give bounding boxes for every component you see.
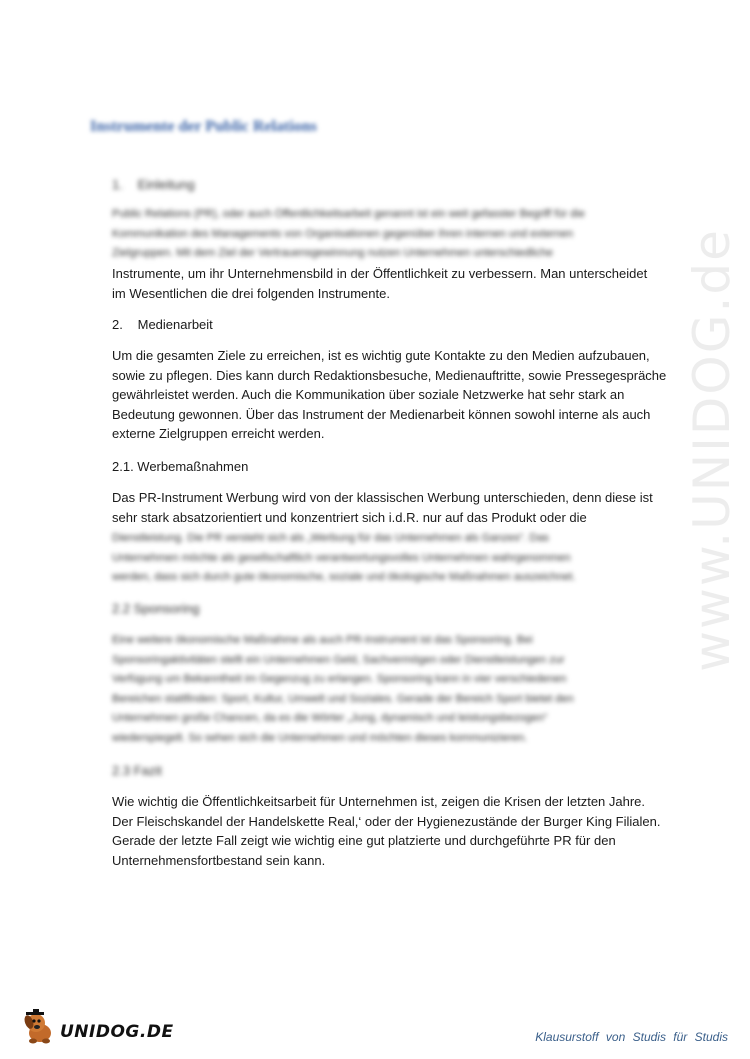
text-line: Wie wichtig die Öffentlichkeitsarbeit für Unternehmen ist, zeigen die Krisen der letzten Jahre.	[112, 794, 646, 809]
text-line: Das PR-Instrument Werbung wird von der klassischen Werbung unterschieden, denn diese ist	[112, 490, 653, 505]
dog-mascot-icon	[20, 1008, 60, 1048]
einleitung-blurred-paragraph	[112, 205, 652, 264]
text-line: Kommunikation des Managements von Organisationen gegenüber ihren internen und externen	[112, 227, 574, 240]
sponsoring-blurred-paragraph	[112, 631, 652, 748]
watermark: www.UNIDOG.de	[683, 228, 741, 672]
text-line: Unternehmensfortbestand sein kann.	[112, 852, 326, 868]
text-line: Unternehmen möchte als gesellschaftlich verantwortungsvolles Unternehmen wahrgenommen	[112, 551, 571, 564]
text-line: wiederspiegelt. So sehen sich die Unternehmen und möchten dieses kommunizieren.	[112, 731, 528, 744]
einleitung-paragraph	[112, 264, 652, 303]
section-heading-sponsoring: 2.2 Sponsoring	[112, 601, 200, 616]
section-heading-medienarbeit	[112, 316, 213, 334]
logo-text: UNIDOG.DE	[60, 1022, 174, 1042]
document-title: Instrumente der Public Relations	[90, 118, 317, 135]
section-heading-einleitung	[112, 176, 195, 194]
text-line: sehr stark absatzorientiert und konzentriert sich i.d.R. nur auf das Produkt oder die	[112, 509, 587, 525]
text-line: Der Fleischskandel der Handelskette Real,‘ oder der Hygienezustände der Burger King Filialen.	[112, 813, 661, 829]
text-line: gewährleistet werden. Auch die Kommunikation über soziale Netzwerke hat sehr stark an	[112, 387, 625, 402]
text-line: Bedeutung gewonnen. Über das Instrument der Medienarbeit können sowohl interne als auch	[112, 406, 651, 422]
footer-logo[interactable]	[20, 1008, 210, 1048]
werbemassnahmen-paragraph	[112, 488, 652, 527]
section-number: 2.	[112, 317, 123, 332]
text-line: Eine weitere ökonomische Maßnahme als auch PR-Instrument ist das Sponsoring. Bei	[112, 634, 533, 646]
section-title: Einleitung	[137, 177, 195, 192]
medienarbeit-paragraph	[112, 346, 667, 444]
text-line: Unternehmen große Chancen, da es die Wörter „Jung, dynamisch und leistungsbezogen“	[112, 712, 548, 724]
fazit-paragraph	[112, 792, 661, 870]
text-line: werden, dass sich durch gute ökonomische, soziale und ökologische Maßnahmen auszeichnet.	[112, 571, 576, 583]
text-line: Bereichen stattfinden: Sport, Kultur, Umwelt und Soziales. Gerade der Bereich Sport bietet den	[112, 692, 574, 705]
text-line: Um die gesamten Ziele zu erreichen, ist es wichtig gute Kontakte zu den Medien aufzubauen,	[112, 348, 650, 363]
text-line: im Wesentlichen die drei folgenden Instrumente.	[112, 285, 390, 301]
section-number: 1.	[112, 177, 123, 192]
text-line: externe Zielgruppen erreicht werden.	[112, 426, 325, 441]
text-line: Verfügung um Bekanntheit im Gegenzug zu erlangen. Sponsoring kann in vier verschiedenen	[112, 673, 567, 685]
werbemassnahmen-blurred-paragraph	[112, 529, 652, 588]
text-line: Zielgruppen. Mit dem Ziel der Vertrauensgewinnung nutzen Unternehmen unterschiedliche	[112, 247, 553, 259]
text-line: Gerade der letzte Fall zeigt wie wichtig eine gut platzierte und durchgeführte PR für den	[112, 833, 616, 848]
text-line: Instrumente, um ihr Unternehmensbild in der Öffentlichkeit zu verbessern. Man unterscheidet	[112, 266, 648, 281]
text-line: Public Relations (PR), oder auch Öffentlichkeitsarbeit genannt ist ein weit gefasster Begriff für die	[112, 208, 585, 220]
text-line: Sponsoringaktivitäten stellt ein Unternehmen Geld, Sachvermögen oder Dienstleistungen zur	[112, 653, 565, 666]
section-title: Medienarbeit	[137, 317, 213, 332]
section-heading-werbemassnahmen: 2.1. Werbemaßnahmen	[112, 459, 249, 474]
text-line: Dienstleistung. Die PR versteht sich als „Werbung für das Unternehmen als Ganzes“. Das	[112, 532, 549, 544]
section-heading-fazit: 2.3 Fazit	[112, 763, 162, 778]
text-line: sowie zu pflegen. Dies kann durch Redaktionsbesuche, Medienauftritte, sowie Pressegespräche	[112, 367, 667, 383]
footer-slogan: Klausurstoff von Studis für Studis	[535, 1030, 728, 1044]
